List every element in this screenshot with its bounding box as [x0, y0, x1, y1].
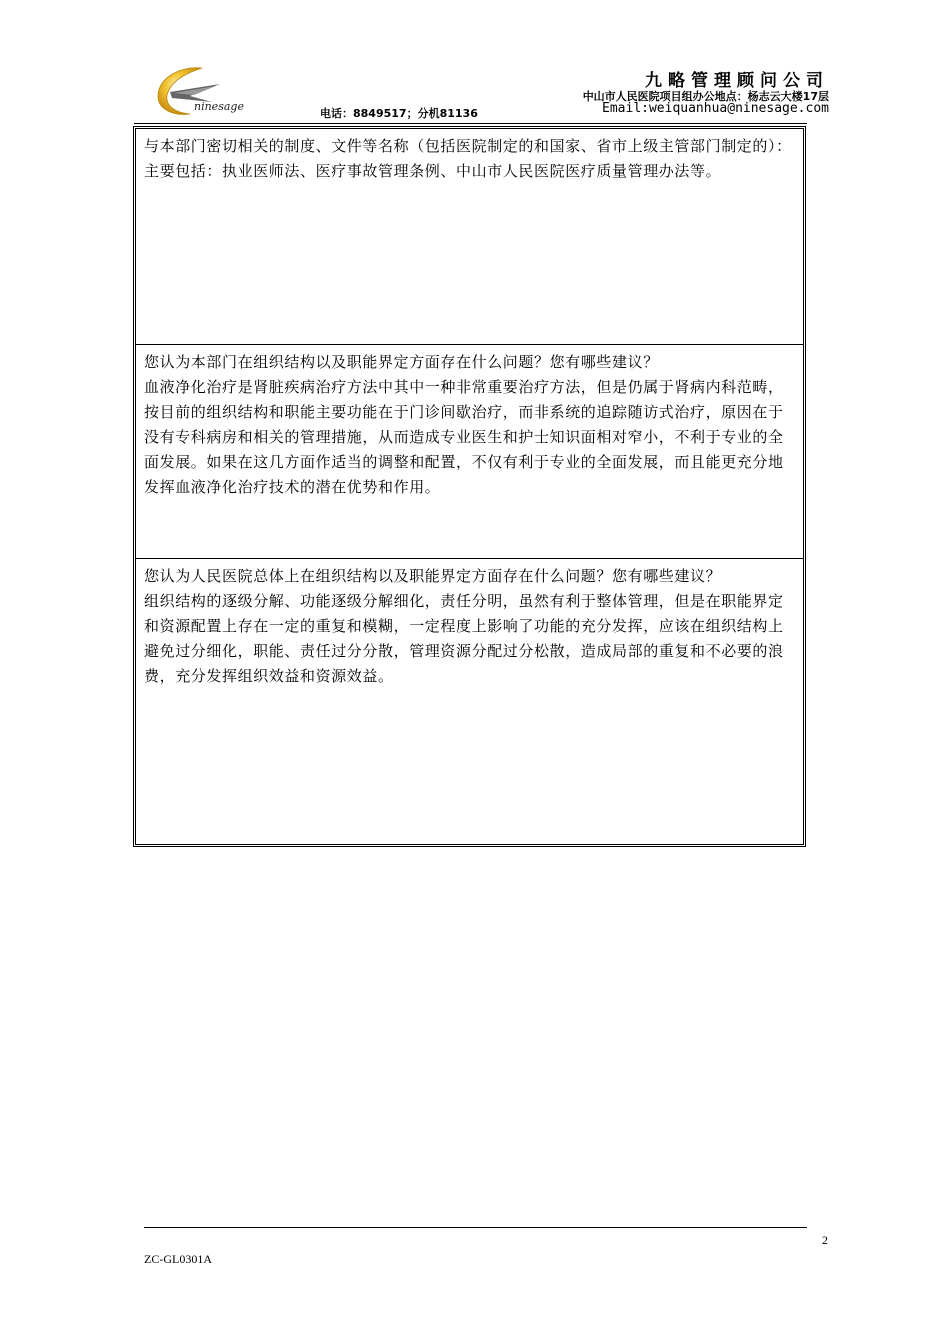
question-text: 与本部门密切相关的制度、文件等名称（包括医院制定的和国家、省市上级主管部门制定的）： — [144, 137, 792, 155]
office-address: 中山市人民医院项目组办公地点：杨志云大楼17层 — [582, 90, 829, 103]
ninesage-swoosh-icon — [150, 62, 280, 120]
document-code: ZC-GL0301A — [144, 1252, 212, 1266]
questionnaire-cell-department-issues — [136, 345, 803, 559]
questionnaire-cell-documents — [136, 129, 803, 345]
phone-number: 电话：8849517；分机81136 — [320, 107, 478, 120]
header-divider — [134, 123, 807, 124]
answer-text: 组织结构的逐级分解、功能逐级分解细化，责任分明，虽然有利于整体管理，但是在职能界定和资源配置上存在一定的重复和模糊，一定程度上影响了功能的充分发挥，应该在组织结构上避免过分细化，职能、责任过分分散，管理资源分配过分松散，造成局部的重复和不必要的浪费，充分发挥组织效益和资源效益。 — [144, 592, 784, 685]
company-logo — [150, 62, 280, 120]
answer-text: 主要包括：执业医师法、医疗事故管理条例、中山市人民医院医疗质量管理办法等。 — [144, 162, 722, 180]
answer-text: 血液净化治疗是肾脏疾病治疗方法中其中一种非常重要治疗方法，但是仍属于肾病内科范畴，按目前的组织结构和职能主要功能在于门诊间歇治疗，而非系统的追踪随访式治疗，原因在于没有专科病房和相关的管理措施，从而造成专业医生和护士知识面相对窄小，不利于专业的全面发展。如果在这几方面作适当的调整和配置，不仅有利于专业的全面发展，而且能更充分地发挥血液净化治疗技术的潜在优势和作用。 — [144, 378, 784, 496]
page-number: 2 — [822, 1233, 828, 1247]
question-text: 您认为本部门在组织结构以及职能界定方面存在什么问题？您有哪些建议？ — [144, 353, 659, 371]
svg-text:ninesage: ninesage — [194, 100, 244, 113]
email-address: Email:weiquanhua@ninesage.com — [602, 101, 829, 116]
footer-divider — [144, 1227, 807, 1228]
questionnaire-cell-hospital-issues — [136, 559, 803, 844]
question-text: 您认为人民医院总体上在组织结构以及职能界定方面存在什么问题？您有哪些建议？ — [144, 567, 722, 585]
questionnaire-table — [133, 126, 806, 847]
company-name: 九略管理顾问公司 — [645, 71, 829, 91]
